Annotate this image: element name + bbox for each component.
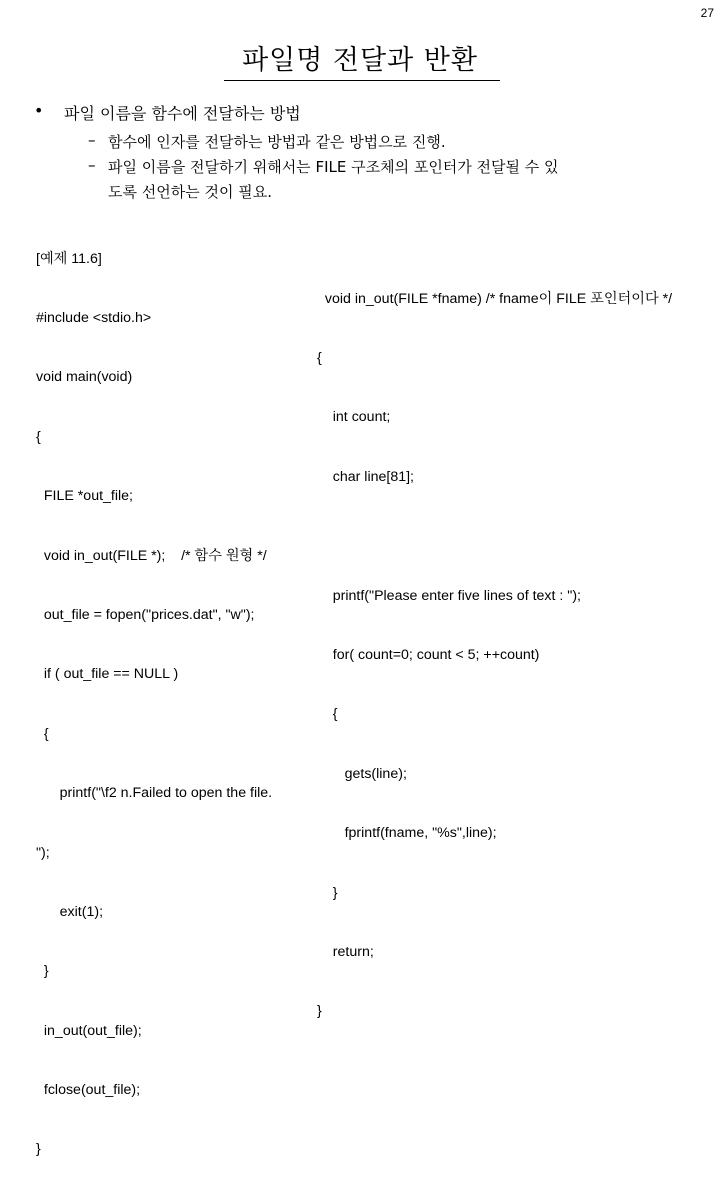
sub-item-marker: –	[88, 156, 96, 174]
bullet-text: 파일 이름을 함수에 전달하는 방법	[64, 104, 301, 123]
code-line: {	[36, 725, 49, 742]
sub-item-marker: –	[88, 131, 96, 149]
code-line: printf("Please enter five lines of text : ");	[317, 587, 581, 604]
code-line: void main(void)	[36, 369, 133, 386]
code-line: [예제 11.6]	[36, 250, 102, 267]
code-line	[317, 527, 672, 547]
code-line: void in_out(FILE *fname) /* fname이 FILE 포인터이다 */	[317, 290, 673, 307]
code-line: printf("\f2 n.Failed to open the file.	[36, 785, 273, 802]
page-number: 27	[700, 6, 714, 20]
code-line: out_file = fopen("prices.dat", "w");	[36, 606, 255, 623]
code-line: {	[36, 428, 41, 445]
sub-item-text-continued: 도록 선언하는 것이 필요.	[108, 183, 272, 201]
code-line: if ( out_file == NULL )	[36, 666, 179, 683]
code-line: {	[317, 349, 322, 366]
code-line: gets(line);	[317, 765, 407, 782]
code-line: void in_out(FILE *); /* 함수 원형 */	[36, 547, 267, 564]
code-line: }	[317, 884, 338, 901]
sub-item-text: 함수에 인자를 전달하는 방법과 같은 방법으로 진행.	[108, 133, 446, 151]
code-line: }	[36, 963, 49, 980]
code-line: {	[317, 706, 338, 723]
code-line: char line[81];	[317, 468, 414, 485]
code-line: return;	[317, 943, 374, 960]
code-line: in_out(out_file);	[36, 1022, 142, 1039]
code-line: }	[36, 1141, 41, 1158]
title-underline	[224, 80, 500, 81]
code-line: fclose(out_file);	[36, 1082, 141, 1099]
code-line: int count;	[317, 409, 391, 426]
code-line: for( count=0; count < 5; ++count)	[317, 646, 540, 663]
code-line: fprintf(fname, "%s",line);	[317, 825, 497, 842]
code-line: ");	[36, 844, 50, 861]
code-line: exit(1);	[36, 903, 104, 920]
sub-item-text: 파일 이름을 전달하기 위해서는 FILE 구조체의 포인터가 전달될 수 있	[108, 158, 559, 176]
code-block-function	[317, 250, 672, 1062]
bullet-item	[34, 101, 301, 123]
bullet-marker: •	[34, 101, 44, 120]
code-line: FILE *out_file;	[36, 488, 133, 505]
slide-title: 파일명 전달과 반환	[242, 45, 478, 76]
code-line: }	[317, 1003, 322, 1020]
code-line: #include <stdio.h>	[36, 309, 152, 326]
code-block-main	[36, 210, 272, 1200]
